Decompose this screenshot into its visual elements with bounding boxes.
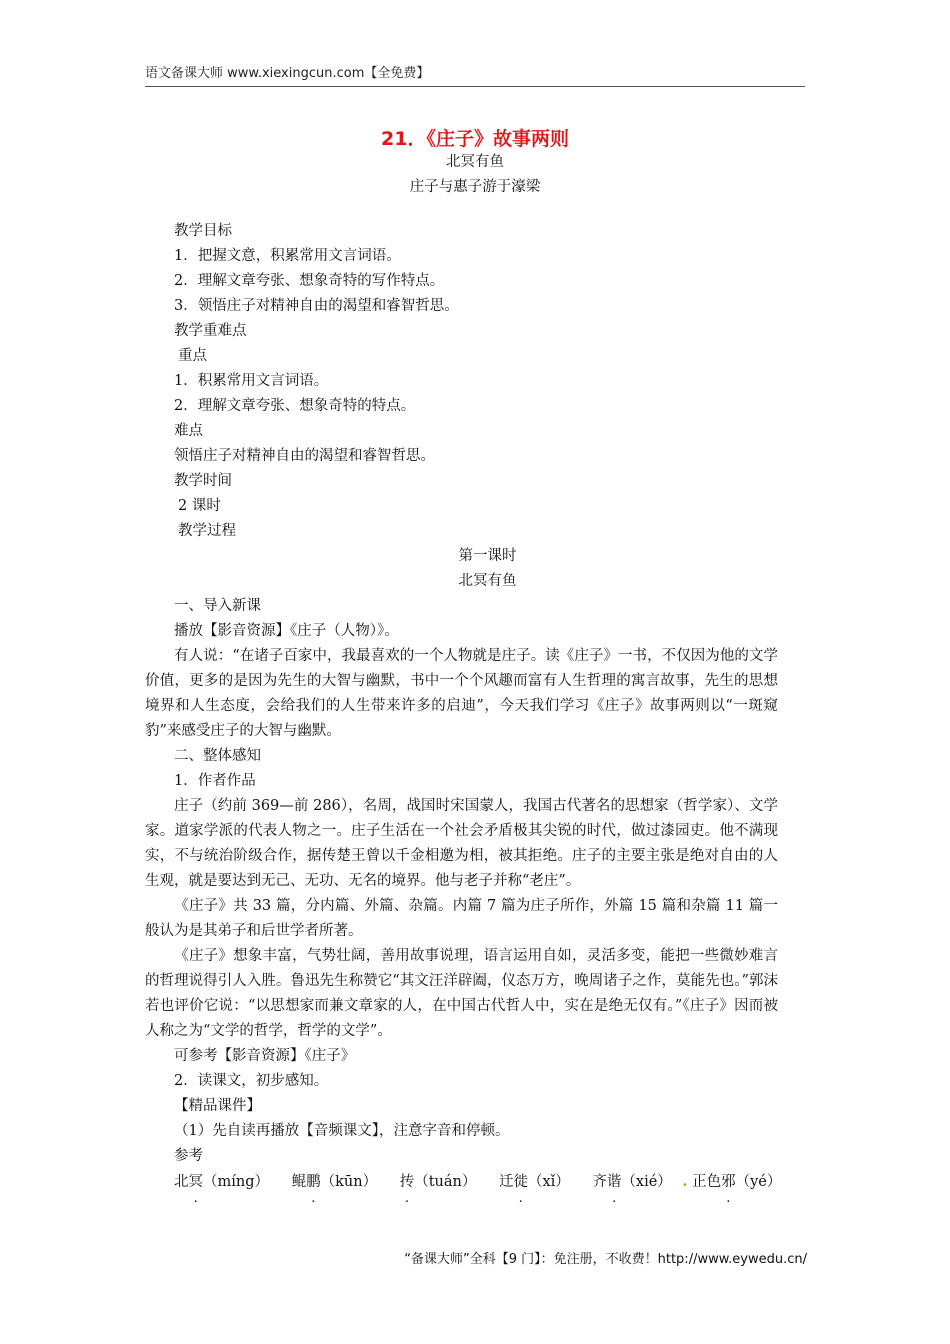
subheading-difficult-points: 难点 <box>174 423 203 439</box>
goal-item: 3．领悟庄子对精神自由的渴望和睿智哲思。 <box>174 298 459 314</box>
pinyin-word: 抟（tuán） <box>399 1174 477 1190</box>
difficult-point-item: 领悟庄子对精神自由的渴望和睿智哲思。 <box>174 448 435 464</box>
document-subtitle-2: 庄子与惠子游于濠梁 <box>409 179 541 195</box>
intro-paragraph: 有人说：“在诸子百家中，我最喜欢的一个人物就是庄子。读《庄子》一书，不仅因为他的文学价值，更多的是因为先生的大智与幽默，书中一个个风趣而富有人生哲理的寓言故事，先生的思想境界和人生态度，会给我们的人生带来许多的启迪”，今天我们学习《庄子》故事两则以“一斑窥豹”来感受庄子的大智与幽默。 <box>145 648 778 739</box>
author-paragraph: 庄子（约前 369—前 286），名周，战国时宋国蒙人，我国古代著名的思想家（哲学家）、文学家。道家学派的代表人物之一。庄子生活在一个社会矛盾极其尖锐的时代，做过漆园吏。他不满现实，不与统治阶级合作，据传楚王曾以千金相邀为相，被其拒绝。庄子的主要主张是绝对自由的人生观，就是要达到无己、无功、无名的境界。他与老子并称“老庄”。 <box>145 798 778 889</box>
section-heading-goals: 教学目标 <box>174 223 232 239</box>
document-subtitle-1: 北冥有鱼 <box>446 154 504 170</box>
page-header: 语文备课大师 www.xiexingcun.com【全免费】 <box>145 66 430 81</box>
pinyin-word: 正色邪（yé） <box>692 1174 782 1190</box>
section-heading-time: 教学时间 <box>174 473 232 489</box>
subheading-author: 1．作者作品 <box>174 773 256 789</box>
pinyin-word: 迁徙（xǐ） <box>498 1174 570 1190</box>
book-paragraph: 《庄子》共 33 篇，分内篇、外篇、杂篇。内篇 7 篇为庄子所作，外篇 15 篇和杂篇 11 篇一般认为是其弟子和后世学者所著。 <box>145 898 778 939</box>
step-heading-overview: 二、整体感知 <box>174 748 261 764</box>
reading-step: 2．读课文，初步感知。 <box>174 1073 329 1089</box>
lesson-subheading: 北冥有鱼 <box>458 573 517 589</box>
document-body <box>145 219 807 1194</box>
pinyin-word: 北冥（míng） <box>174 1174 270 1190</box>
goal-item: 2．理解文章夸张、想象奇特的写作特点。 <box>174 273 445 289</box>
section-heading-difficulties: 教学重难点 <box>174 323 247 339</box>
pinyin-row <box>174 1169 807 1194</box>
courseware-label: 【精品课件】 <box>174 1098 261 1114</box>
highlight-mark: . <box>682 1173 688 1190</box>
reading-instruction: （1）先自读再播放【音频课文】，注意字音和停顿。 <box>174 1123 510 1139</box>
style-paragraph: 《庄子》想象丰富，气势壮阔，善用故事说理，语言运用自如，灵活多变，能把一些微妙难言的哲理说得引人入胜。鲁迅先生称赞它“其文汪洋辟阖，仪态万方，晚周诸子之作，莫能先也。”郭沫若也评价它说：“以思想家而兼文章家的人，在中国古代哲人中，实在是绝无仅有。”《庄子》因而被人称之为“文学的哲学，哲学的文学”。 <box>145 948 778 1039</box>
key-point-item: 2．理解文章夸张、想象奇特的特点。 <box>174 398 416 414</box>
time-value: 2 课时 <box>178 498 221 514</box>
goal-item: 1．把握文意，积累常用文言词语。 <box>174 248 401 264</box>
lesson-heading: 第一课时 <box>458 548 517 564</box>
resource-line: 播放【影音资源】《庄子（人物）》。 <box>174 623 399 639</box>
subheading-key-points: 重点 <box>178 348 207 364</box>
pinyin-word: 鲲鹏（kūn） <box>291 1174 378 1190</box>
reference-label: 参考 <box>174 1148 203 1164</box>
pinyin-word: 齐谐（xié） <box>592 1174 672 1190</box>
step-heading-intro: 一、导入新课 <box>174 598 261 614</box>
page-footer: “备课大师”全科【9 门】：免注册，不收费！http://www.eywedu.cn/ <box>404 1252 807 1267</box>
header-divider <box>145 86 805 87</box>
section-heading-process: 教学过程 <box>178 523 236 539</box>
key-point-item: 1．积累常用文言词语。 <box>174 373 329 389</box>
document-title: 21．《庄子》故事两则 <box>381 128 569 150</box>
reference-line: 可参考【影音资源】《庄子》 <box>174 1048 356 1064</box>
